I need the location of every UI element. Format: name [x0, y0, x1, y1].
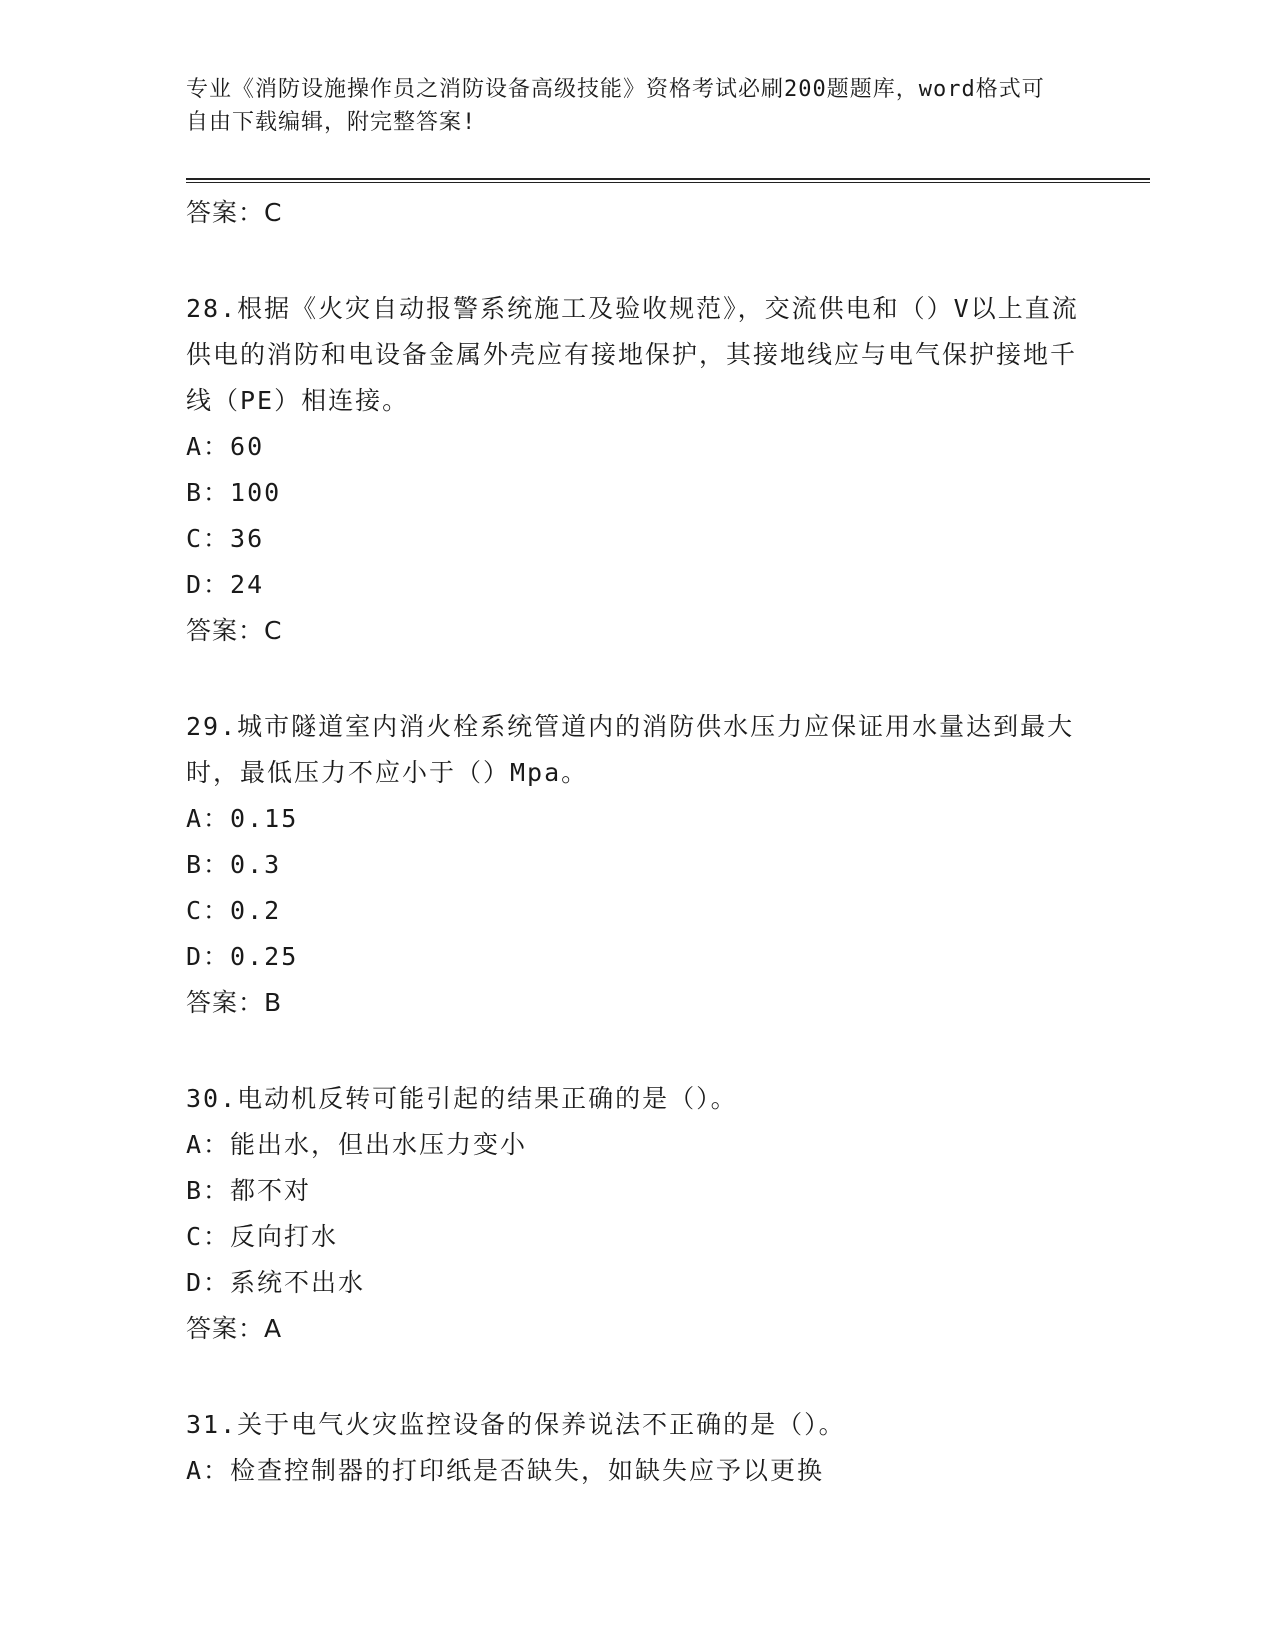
question-stem: 29.城市隧道室内消火栓系统管道内的消防供水压力应保证用水量达到最大时，最低压力不应小于（）Mpa。: [186, 712, 1075, 787]
question-stem: 28.根据《火灾自动报警系统施工及验收规范》，交流供电和（）V以上直流供电的消防和电设备金属外壳应有接地保护，其接地线应与电气保护接地千线（PE）相连接。: [186, 294, 1079, 415]
question-stem: 31.关于电气火灾监控设备的保养说法不正确的是（）。: [186, 1410, 846, 1439]
option-b: B：100: [186, 478, 282, 507]
question-list: [186, 190, 1086, 1494]
option-b: B：0.3: [186, 850, 282, 879]
answer-line: 答案：B: [186, 988, 283, 1017]
option-c: C：反向打水: [186, 1222, 339, 1251]
answer-line: 答案：A: [186, 1314, 283, 1343]
option-a: A：能出水，但出水压力变小: [186, 1130, 528, 1159]
question-30: [186, 1076, 1086, 1352]
option-a: A：0.15: [186, 804, 299, 833]
option-a: A：检查控制器的打印纸是否缺失，如缺失应予以更换: [186, 1456, 825, 1485]
option-b: B：都不对: [186, 1176, 312, 1205]
option-c: C：36: [186, 524, 265, 553]
option-d: D：24: [186, 570, 265, 599]
question-31: [186, 1402, 1086, 1494]
question-28: [186, 286, 1086, 654]
option-d: D：0.25: [186, 942, 299, 971]
question-stem: 30.电动机反转可能引起的结果正确的是（）。: [186, 1084, 738, 1113]
option-c: C：0.2: [186, 896, 282, 925]
option-a: A：60: [186, 432, 265, 461]
document-header: 专业《消防设施操作员之消防设备高级技能》资格考试必刷200题题库，word格式可自由下载编辑，附完整答案!: [186, 77, 1045, 135]
option-d: D：系统不出水: [186, 1268, 366, 1297]
header-divider: [186, 178, 1150, 183]
question-29: [186, 704, 1086, 1026]
answer-line: 答案：C: [186, 616, 283, 645]
answer-line: 答案：C: [186, 198, 283, 227]
